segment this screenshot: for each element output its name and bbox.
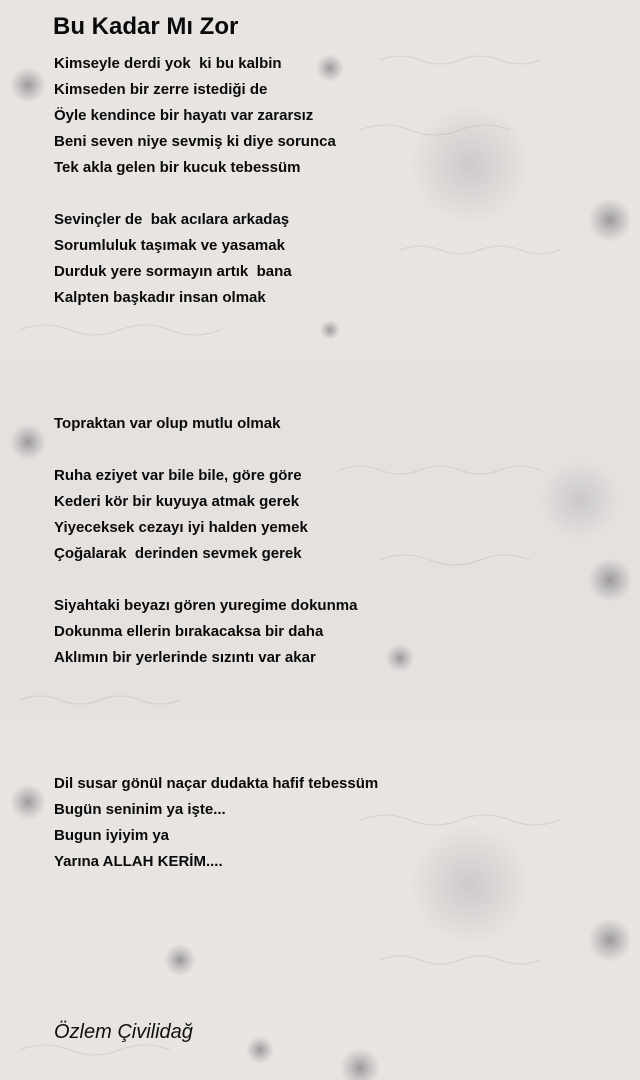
poem-line: Beni seven niye sevmiş ki diye sorunca bbox=[54, 133, 336, 150]
poem-line: Sevinçler de bak acılara arkadaş bbox=[54, 211, 290, 228]
poem-line: Yarına ALLAH KERİM.... bbox=[54, 853, 223, 870]
poem-author: Özlem Çivilidağ bbox=[54, 1021, 193, 1043]
poem-line: Sorumluluk taşımak ve yasamak bbox=[54, 237, 285, 254]
poem-line: Siyahtaki beyazı gören yuregime dokunma bbox=[54, 597, 358, 614]
poem-line: Bugun iyiyim ya bbox=[54, 827, 170, 844]
poem-line: Bugün seninim ya işte... bbox=[54, 801, 226, 818]
poem-title: Bu Kadar Mı Zor bbox=[53, 13, 239, 40]
poem-line: Topraktan var olup mutlu olmak bbox=[54, 415, 281, 432]
poem-line: Öyle kendince bir hayatı var zararsız bbox=[54, 107, 314, 124]
poem-line: Dokunma ellerin bırakacaksa bir daha bbox=[54, 623, 324, 640]
poem-line: Kimseden bir zerre istediği de bbox=[54, 81, 268, 98]
stanza-6 bbox=[54, 771, 378, 875]
poem-line: Aklımın bir yerlerinde sızıntı var akar bbox=[54, 649, 316, 666]
poem-line: Kimseyle derdi yok ki bu kalbin bbox=[54, 55, 282, 72]
poem-line: Ruha eziyet var bile bile, göre göre bbox=[54, 467, 302, 484]
poem-line: Tek akla gelen bir kucuk tebessüm bbox=[54, 159, 301, 176]
poem-line: Kalpten başkadır insan olmak bbox=[54, 289, 266, 306]
stanza-3 bbox=[54, 411, 280, 437]
poem-line: Yiyeceksek cezayı iyi halden yemek bbox=[54, 519, 308, 536]
stanza-5 bbox=[54, 593, 357, 671]
stanza-1 bbox=[54, 51, 336, 181]
poem-line: Durduk yere sormayın artık bana bbox=[54, 263, 292, 280]
stanza-4 bbox=[54, 463, 308, 567]
poem-line: Çoğalarak derinden sevmek gerek bbox=[54, 545, 302, 562]
poem-line: Dil susar gönül naçar dudakta hafif tebessüm bbox=[54, 775, 379, 792]
poem-line: Kederi kör bir kuyuya atmak gerek bbox=[54, 493, 300, 510]
stanza-2 bbox=[54, 207, 292, 311]
